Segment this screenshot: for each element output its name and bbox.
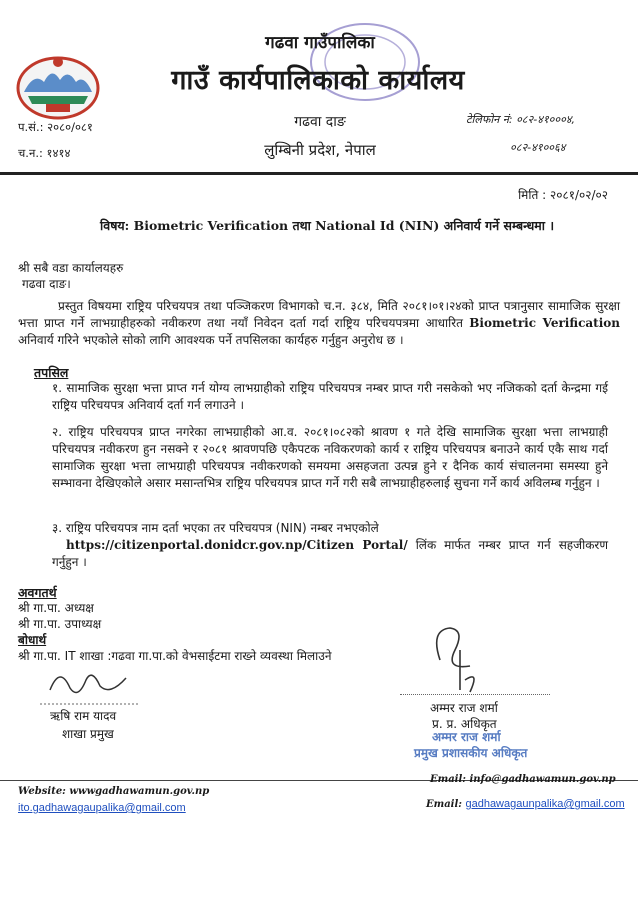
- detail-item-3-tail: लिंक मार्फत नम्बर प्राप्त गर्न सहजीकरण गर्नुहुन ।: [52, 538, 608, 569]
- email2-label: [426, 798, 625, 810]
- stamp-name: अम्मर राज शर्मा: [432, 730, 501, 744]
- office-title: गाउँ कार्यपालिकाको कार्यालय: [171, 65, 465, 96]
- recipient-line-2: गढवा दाङ।: [22, 277, 71, 291]
- detail-item-3-text: ३. राष्ट्रिय परिचयपत्र नाम दर्ता भएका तर परिचयपत्र (NIN) नम्बर नभएकोले: [52, 521, 379, 535]
- phone-line-2: ०८२-४१००६४: [510, 141, 566, 154]
- office-province: लुम्बिनी प्रदेश, नेपाल: [264, 141, 376, 159]
- cc-line-1: श्री गा.पा. अध्यक्ष: [18, 601, 94, 615]
- municipality-name: गढवा गाउँपालिका: [265, 33, 375, 53]
- detail-item-1: १. सामाजिक सुरक्षा भत्ता प्राप्त गर्न योग्य लाभग्राहीको राष्ट्रिय परिचयपत्र नम्बर प्राप्त गरी नसकेको भए नजिकको दर्ता केन्द्रमा गई राष्ट्रिय परिचयपत्र अनिवार्य दर्ता गर्न लगाउने ।: [52, 381, 608, 412]
- signature-right-icon: [410, 620, 500, 700]
- office-district: गढवा दाङ: [294, 114, 346, 130]
- cc-heading: अवगतर्थ: [18, 585, 57, 600]
- email2-link[interactable]: gadhawagaunpalika@gmail.com: [465, 798, 625, 810]
- body-paragraph: [18, 298, 620, 349]
- cc-line-2: श्री गा.पा. उपाध्यक्ष: [18, 617, 102, 631]
- body-text: प्रस्तुत विषयमा राष्ट्रिय परिचयपत्र तथा पञ्जिकरण विभागको च.न. ३८४, मिति २०८१।०१।२४को प्राप्त पत्रानुसार सामाजिक सुरक्षा भत्ता प्राप्त गर्ने लाभग्राहीहरुको नवीकरण तथा नयाँ निवेदन दर्ता गर्दा राष्ट्रिय परिचयपत्रमा आधारित: [18, 299, 620, 330]
- it-email-link[interactable]: ito.gadhawagaupalika@gmail.com: [18, 802, 186, 814]
- signature-left-icon: [30, 660, 150, 710]
- body-bold-term: Biometric Verification: [469, 316, 620, 330]
- recipient-line-1: श्री सबै वडा कार्यालयहरु: [18, 261, 124, 275]
- right-signature-line: [400, 694, 550, 696]
- email2-prefix: Email:: [426, 799, 462, 810]
- left-signatory-name: ऋषि राम यादव: [50, 709, 117, 723]
- right-signatory-name: अम्मर राज शर्मा: [430, 701, 498, 715]
- dispatch-number: च.न.: १४१४: [18, 146, 71, 160]
- letter-date: मिति : २०८१/०२/०२: [518, 188, 608, 202]
- detail-item-3: [52, 520, 608, 571]
- nepal-emblem-icon: [14, 52, 102, 122]
- header-divider: [0, 172, 638, 175]
- email-label[interactable]: Email: info@gadhawamun.gov.np: [430, 774, 616, 785]
- citizen-portal-link[interactable]: https://citizenportal.donidcr.gov.np/Citizen Portal/: [66, 538, 408, 552]
- action-heading: बोधार्थ: [18, 633, 47, 647]
- stamp-title: प्रमुख प्रशासकीय अधिकृत: [414, 746, 528, 760]
- right-signatory-title: प्र. प्र. अधिकृत: [432, 717, 497, 731]
- website-label[interactable]: Website: wwwgadhawamun.gov.np: [18, 786, 210, 797]
- letter-subject: विषय: Biometric Verification तथा National Id (NIN) अनिवार्य गर्ने सम्बन्धमा ।: [100, 218, 555, 233]
- phone-line-1: टेलिफोन नं: ०८२-४१०००४,: [466, 113, 576, 126]
- details-heading: तपसिल: [34, 365, 69, 380]
- left-signatory-title: शाखा प्रमुख: [62, 727, 114, 741]
- body-text-tail: अनिवार्य गरिने भएकोले सोको लागि आवश्यक पर्ने तपसिलका कार्यहरु गर्नुहुन अनुरोध छ ।: [18, 333, 404, 347]
- reference-number: प.सं.: २०८०/०८१: [18, 120, 93, 134]
- action-line: श्री गा.पा. IT शाखा :गढवा गा.पा.को वेभसाईटमा राख्ने व्यवस्था मिलाउने: [18, 649, 332, 663]
- detail-item-2: २. राष्ट्रिय परिचयपत्र प्राप्त नगरेका लाभग्राहीको आ.व. २०८१।०८२को श्रावण १ गते देखि सामाजिक सुरक्षा भत्ता लाभग्राही परिचयपत्र नवीकरण हुन नसक्ने र २०८१ श्रावणपछि एकैपटक नविकरणको कार्य र राष्ट्रिय परिचयपत्र बनाउने कार्य एकै साथ गर्दा सामाजिक सुरक्षा भत्ता लाभग्राही परिचयपत्र नवीकरणको समयमा असहजता उत्पन्न हुने र दैनिक कार्य संचालनमा समस्या हुने सम्भावना देखिएकोले असार मसान्तभित्र राष्ट्रिय परिचयपत्र प्राप्त गर्ने गरी सबै लाभग्राहीहरुलाई सुचना गर्ने कार्य अविलम्ब गर्नुहुन ।: [52, 425, 608, 490]
